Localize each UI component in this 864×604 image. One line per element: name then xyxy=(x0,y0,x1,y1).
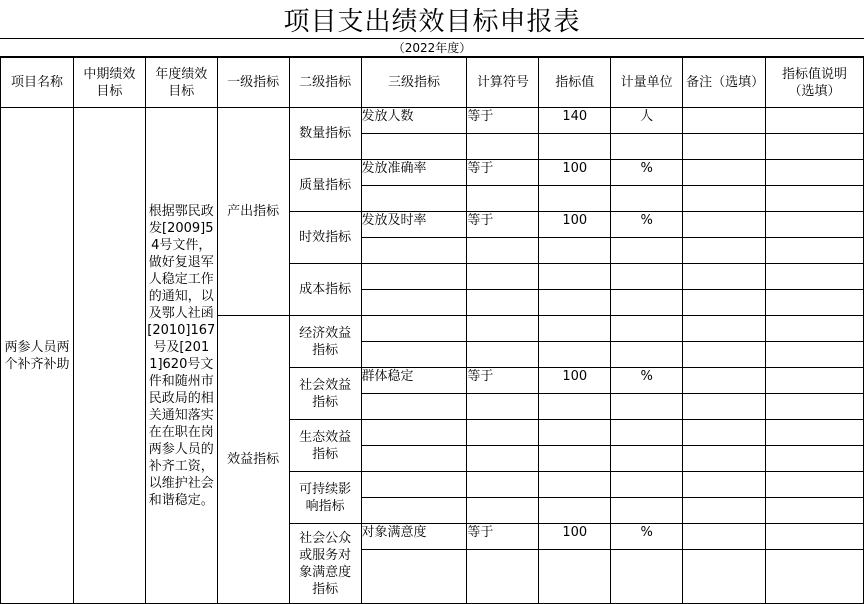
level2-timeliness: 时效指标 xyxy=(289,212,361,264)
operator-cell: 等于 xyxy=(467,524,539,550)
unit-cell: % xyxy=(611,160,683,186)
header-project-name: 项目名称 xyxy=(1,58,74,108)
operator-cell: 等于 xyxy=(467,368,539,394)
desc-cell xyxy=(766,108,864,134)
level3-cell: 群体稳定 xyxy=(361,368,467,394)
level3-cell: 发放及时率 xyxy=(361,212,467,238)
level1-benefit: 效益指标 xyxy=(217,316,289,604)
operator-cell: 等于 xyxy=(467,212,539,238)
remark-cell xyxy=(683,108,766,134)
level2-social: 社会效益指标 xyxy=(289,368,361,420)
operator-cell: 等于 xyxy=(467,160,539,186)
level3-cell: 发放准确率 xyxy=(361,160,467,186)
level2-economic: 经济效益指标 xyxy=(289,316,361,368)
midterm-target-cell xyxy=(73,108,145,604)
unit-cell: % xyxy=(611,524,683,550)
header-level1: 一级指标 xyxy=(217,58,289,108)
level1-output: 产出指标 xyxy=(217,108,289,316)
header-midterm-target: 中期绩效目标 xyxy=(73,58,145,108)
header-unit: 计量单位 xyxy=(611,58,683,108)
value-cell: 100 xyxy=(539,160,611,186)
level2-quantity: 数量指标 xyxy=(289,108,361,160)
header-operator: 计算符号 xyxy=(467,58,539,108)
level2-cost: 成本指标 xyxy=(289,264,361,316)
level3-cell: 对象满意度 xyxy=(361,524,467,550)
table-row xyxy=(1,108,864,134)
header-annual-target: 年度绩效目标 xyxy=(145,58,217,108)
project-name-cell: 两参人员两个补齐补助 xyxy=(1,108,74,604)
unit-cell: 人 xyxy=(611,108,683,134)
year-label: （2022年度） xyxy=(0,38,864,57)
header-value: 指标值 xyxy=(539,58,611,108)
header-desc: 指标值说明（选填） xyxy=(766,58,864,108)
value-cell: 100 xyxy=(539,212,611,238)
annual-target-cell: 根据鄂民政发[2009]54号文件，做好复退军人稳定工作的通知，以及鄂人社函[2010]167号及[2011]620号文件和随州市民政局的相关通知落实在在职在岗两参人员的补齐工资，以维护社会和谐稳定。 xyxy=(145,108,217,604)
level2-quality: 质量指标 xyxy=(289,160,361,212)
header-row xyxy=(1,58,864,108)
unit-cell: % xyxy=(611,368,683,394)
header-level3: 三级指标 xyxy=(361,58,467,108)
header-remark: 备注（选填） xyxy=(683,58,766,108)
unit-cell: % xyxy=(611,212,683,238)
header-level2: 二级指标 xyxy=(289,58,361,108)
performance-table xyxy=(0,57,864,604)
level2-ecological: 生态效益指标 xyxy=(289,420,361,472)
level2-sustainable: 可持续影响指标 xyxy=(289,472,361,524)
value-cell: 100 xyxy=(539,524,611,550)
operator-cell: 等于 xyxy=(467,108,539,134)
value-cell: 140 xyxy=(539,108,611,134)
level2-satisfaction: 社会公众或服务对象满意度指标 xyxy=(289,524,361,604)
page-title: 项目支出绩效目标申报表 xyxy=(283,6,581,37)
level3-cell: 发放人数 xyxy=(361,108,467,134)
value-cell: 100 xyxy=(539,368,611,394)
